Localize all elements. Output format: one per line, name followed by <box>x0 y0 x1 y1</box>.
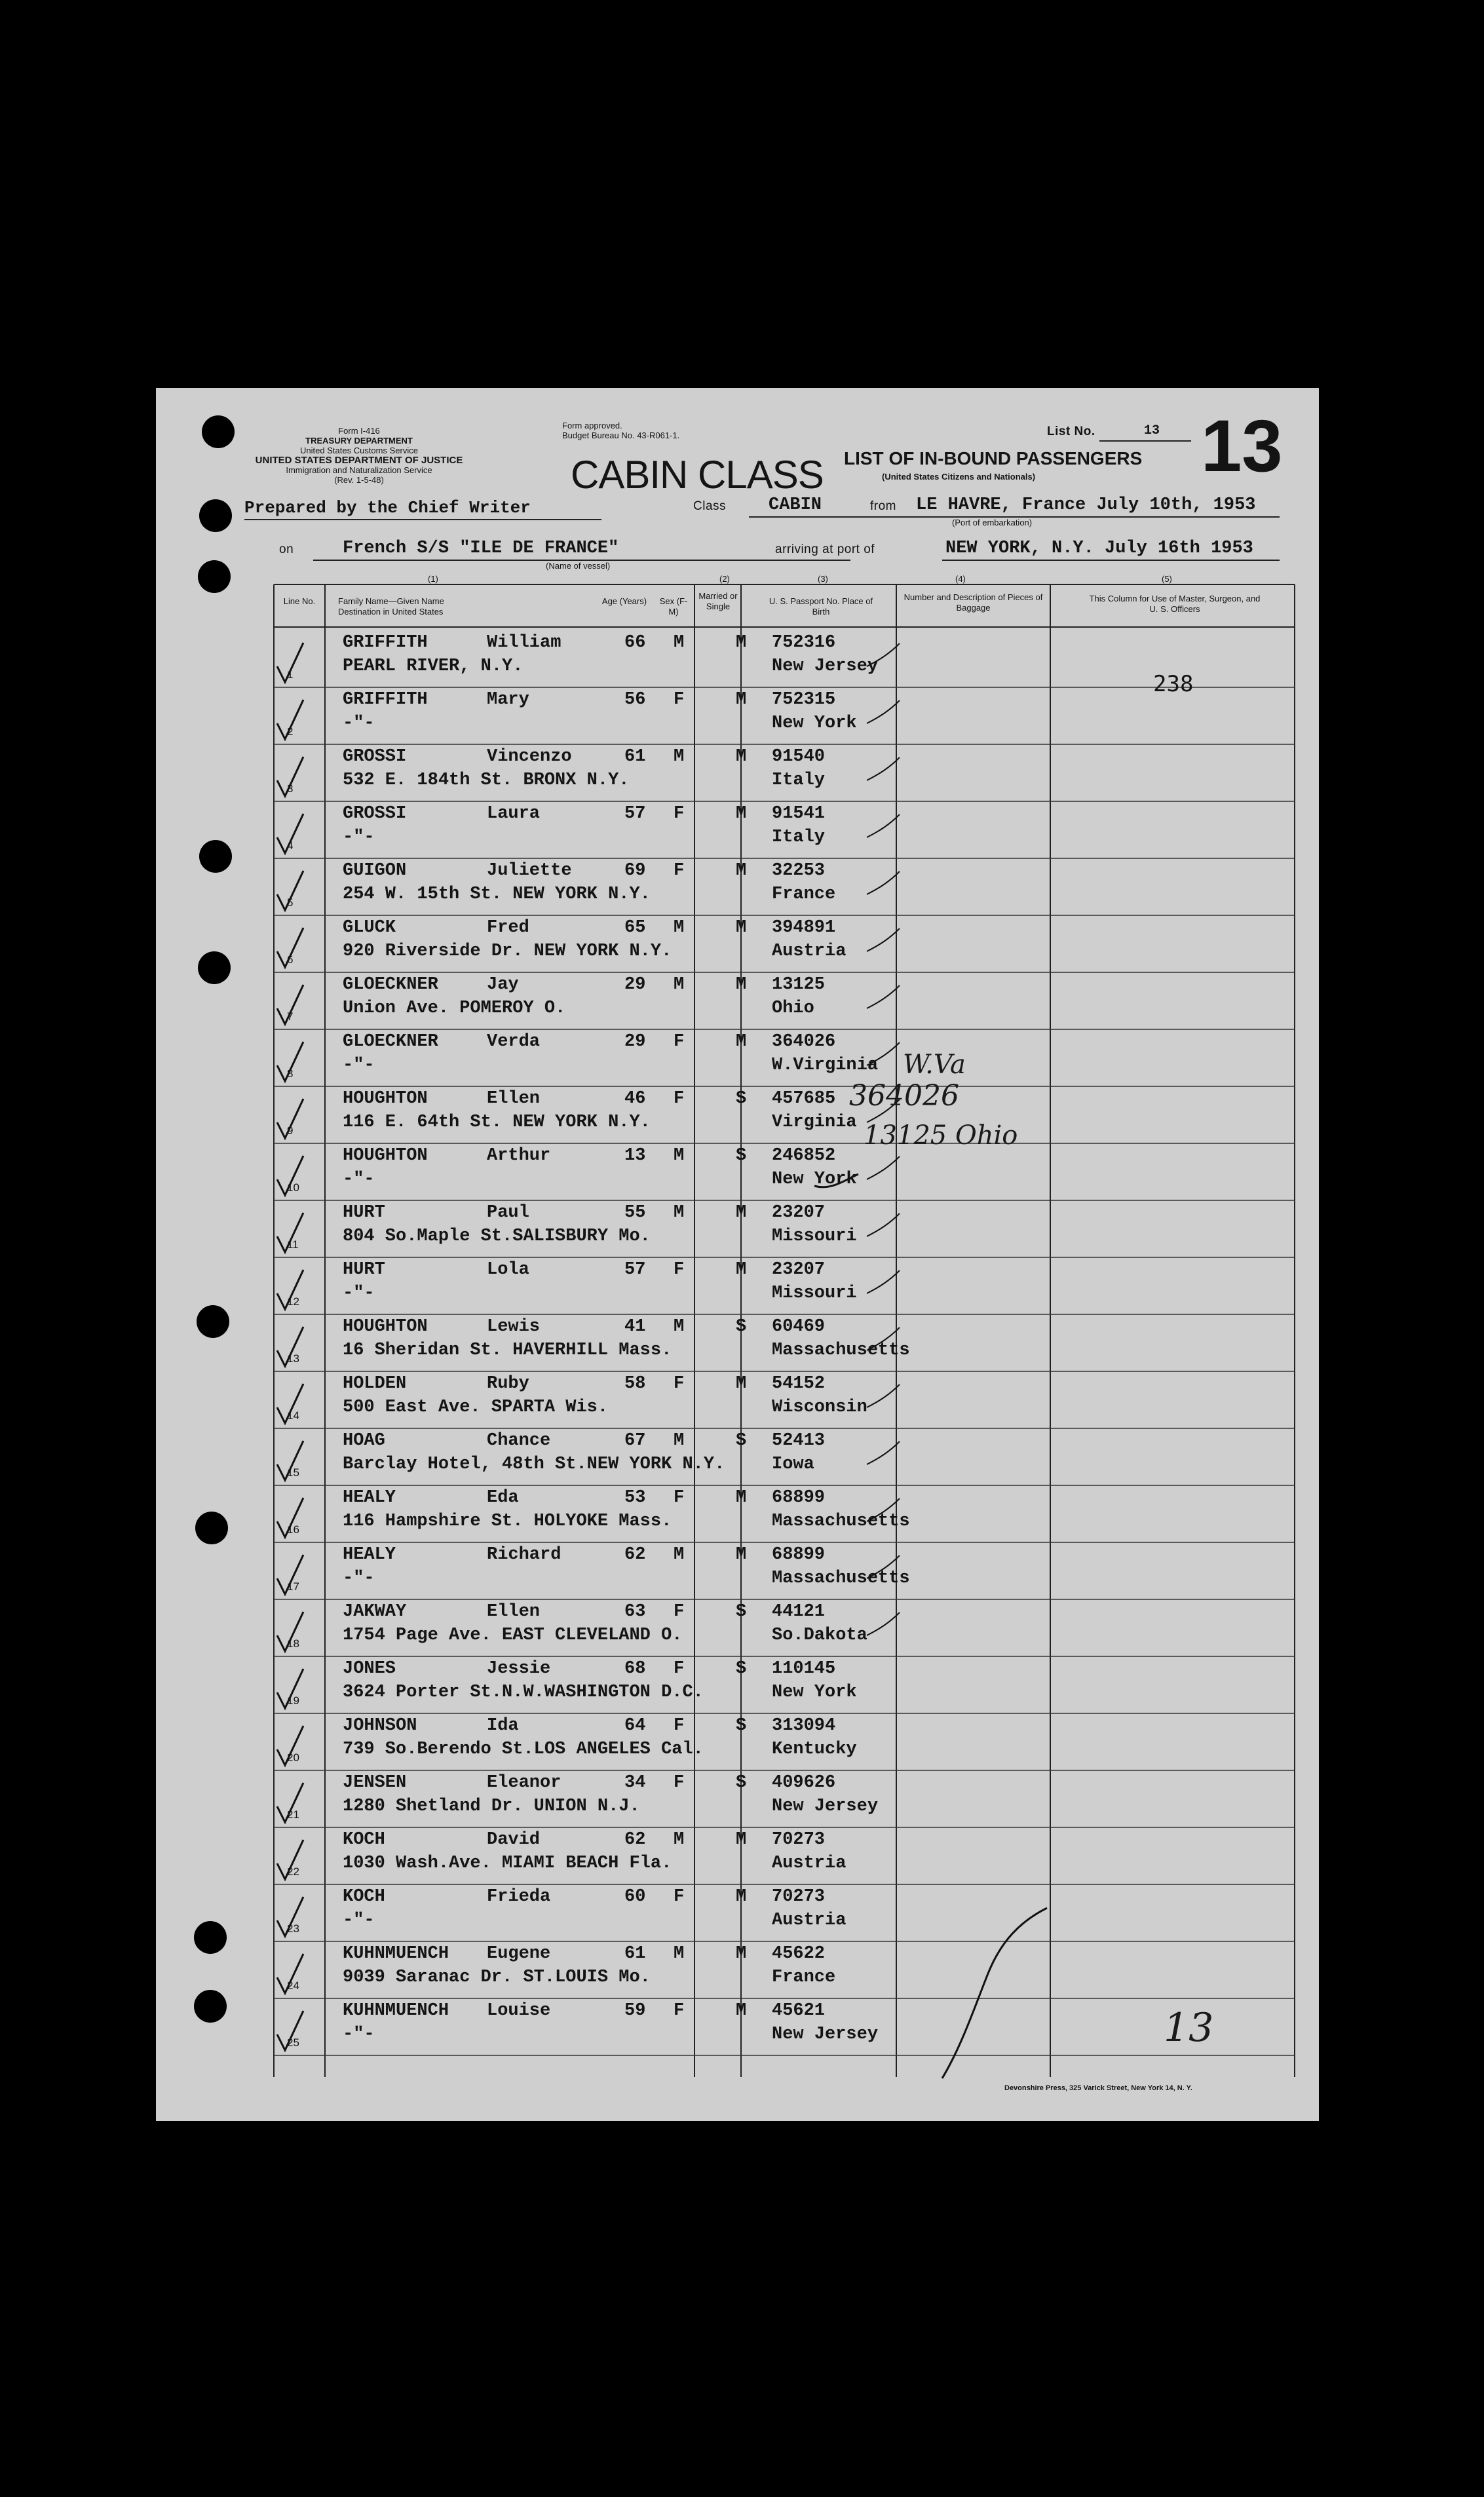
line-number: 14 <box>287 1409 299 1422</box>
given-name: Jessie <box>487 1659 551 1679</box>
col-number-4: (4) <box>955 574 966 584</box>
line-number: 6 <box>287 953 294 966</box>
place-of-birth: Massachusetts <box>772 1569 910 1588</box>
line-number: 18 <box>287 1637 299 1650</box>
place-of-birth: Kentucky <box>772 1740 857 1759</box>
table-row <box>156 1143 1319 1200</box>
sex: F <box>674 1887 685 1907</box>
marital-status: S <box>736 1602 747 1622</box>
col-number-3: (3) <box>818 574 828 584</box>
annotation-ohio: 13125 Ohio <box>864 1120 1018 1151</box>
family-name: HOUGHTON <box>343 1089 428 1109</box>
destination: -"- <box>343 1056 375 1075</box>
annotation-wva: W.Va <box>903 1050 966 1080</box>
passport-number: 70273 <box>772 1830 826 1850</box>
vessel-value: French S/S "ILE DE FRANCE" <box>343 539 619 558</box>
col-header-line: Line No. <box>283 596 316 606</box>
immigration-service: Immigration and Naturalization Service <box>286 465 432 475</box>
destination: Union Ave. POMEROY O. <box>343 999 566 1018</box>
given-name: Lewis <box>487 1317 541 1337</box>
passport-number: 52413 <box>772 1431 826 1451</box>
destination: Barclay Hotel, 48th St.NEW YORK N.Y. <box>343 1455 725 1474</box>
age: 59 <box>624 2001 646 2021</box>
marital-status: M <box>736 1944 747 1964</box>
marital-status: M <box>736 1887 747 1907</box>
table-row <box>156 1257 1319 1314</box>
sex: F <box>674 1716 685 1736</box>
family-name: JAKWAY <box>343 1602 407 1622</box>
sex: F <box>674 1089 685 1109</box>
col-number-5: (5) <box>1162 574 1172 584</box>
col-header-sex: Sex (F-M) <box>659 596 688 617</box>
table-row <box>156 858 1319 915</box>
marital-status: M <box>736 1488 747 1508</box>
given-name: Laura <box>487 804 541 824</box>
table-row <box>156 1884 1319 1941</box>
place-of-birth: Iowa <box>772 1455 814 1474</box>
given-name: Eugene <box>487 1944 551 1964</box>
form-revision: (Rev. 1-5-48) <box>334 475 384 485</box>
sex: F <box>674 1032 685 1052</box>
customs-service: United States Customs Service <box>300 446 418 455</box>
line-number: 4 <box>287 839 294 852</box>
marital-status: S <box>736 1146 747 1166</box>
table-row <box>156 1599 1319 1656</box>
sex: F <box>674 804 685 824</box>
line-number: 9 <box>287 1124 294 1137</box>
family-name: KUHNMUENCH <box>343 1944 449 1964</box>
age: 69 <box>624 861 646 881</box>
marital-status: M <box>736 747 747 767</box>
destination: 116 E. 64th St. NEW YORK N.Y. <box>343 1113 651 1132</box>
table-row <box>156 744 1319 801</box>
passport-number: 54152 <box>772 1374 826 1394</box>
passport-number: 13125 <box>772 975 826 995</box>
marital-status: M <box>736 1260 747 1280</box>
marital-status: M <box>736 975 747 995</box>
destination: 920 Riverside Dr. NEW YORK N.Y. <box>343 942 672 961</box>
destination: 500 East Ave. SPARTA Wis. <box>343 1398 609 1417</box>
place-of-birth: New York <box>772 1683 857 1702</box>
age: 68 <box>624 1659 646 1679</box>
marital-status: M <box>736 1374 747 1394</box>
family-name: GLOECKNER <box>343 975 438 995</box>
passport-number: 23207 <box>772 1260 826 1280</box>
family-name: HURT <box>343 1203 385 1223</box>
given-name: Ellen <box>487 1602 541 1622</box>
line-number: 17 <box>287 1580 299 1593</box>
given-name: Richard <box>487 1545 561 1565</box>
table-row <box>156 1314 1319 1371</box>
age: 65 <box>624 918 646 938</box>
marital-status: M <box>736 1032 747 1052</box>
given-name: Ida <box>487 1716 519 1736</box>
destination: 804 So.Maple St.SALISBURY Mo. <box>343 1227 651 1246</box>
place-of-birth: France <box>772 1968 836 1987</box>
line-number: 1 <box>287 668 294 681</box>
prepared-by: Prepared by the Chief Writer <box>244 498 531 518</box>
destination: -"- <box>343 1569 375 1588</box>
given-name: Arthur <box>487 1146 551 1166</box>
line-number: 8 <box>287 1067 294 1080</box>
table-row <box>156 1371 1319 1428</box>
family-name: HOLDEN <box>343 1374 407 1394</box>
age: 29 <box>624 1032 646 1052</box>
destination: 1754 Page Ave. EAST CLEVELAND O. <box>343 1626 683 1645</box>
sex: F <box>674 1488 685 1508</box>
place-of-birth: New York <box>772 714 857 733</box>
passport-number: 68899 <box>772 1488 826 1508</box>
family-name: HOAG <box>343 1431 385 1451</box>
sex: M <box>674 1317 685 1337</box>
table-row <box>156 1428 1319 1485</box>
age: 46 <box>624 1089 646 1109</box>
sex: F <box>674 2001 685 2021</box>
destination: 9039 Saranac Dr. ST.LOUIS Mo. <box>343 1968 651 1987</box>
table-row <box>156 1086 1319 1143</box>
marital-status: M <box>736 690 747 710</box>
family-name: GROSSI <box>343 747 407 767</box>
marital-status: M <box>736 861 747 881</box>
line-number: 21 <box>287 1808 299 1821</box>
sex: F <box>674 1773 685 1793</box>
destination: -"- <box>343 2025 375 2044</box>
age: 62 <box>624 1545 646 1565</box>
budget-line: Budget Bureau No. 43-R061-1. <box>562 430 680 440</box>
destination: 3624 Porter St.N.W.WASHINGTON D.C. <box>343 1683 704 1702</box>
line-number: 10 <box>287 1181 299 1194</box>
destination: 1280 Shetland Dr. UNION N.J. <box>343 1797 640 1816</box>
family-name: JOHNSON <box>343 1716 417 1736</box>
age: 66 <box>624 633 646 653</box>
passport-number: 45622 <box>772 1944 826 1964</box>
given-name: Louise <box>487 2001 551 2021</box>
passport-number: 752315 <box>772 690 836 710</box>
destination: 739 So.Berendo St.LOS ANGELES Cal. <box>343 1740 704 1759</box>
family-name: HOUGHTON <box>343 1317 428 1337</box>
table-row <box>156 972 1319 1029</box>
given-name: Chance <box>487 1431 551 1451</box>
class-label: Class <box>693 499 727 513</box>
place-of-birth: Missouri <box>772 1284 857 1303</box>
family-name: HEALY <box>343 1545 396 1565</box>
given-name: Eleanor <box>487 1773 561 1793</box>
table-row <box>156 1656 1319 1713</box>
destination: 1030 Wash.Ave. MIAMI BEACH Fla. <box>343 1854 672 1873</box>
passport-number: 44121 <box>772 1602 826 1622</box>
passport-number: 70273 <box>772 1887 826 1907</box>
family-name: KOCH <box>343 1830 385 1850</box>
marital-status: M <box>736 2001 747 2021</box>
place-of-birth: New York <box>772 1170 857 1189</box>
marital-status: S <box>736 1773 747 1793</box>
line-number: 20 <box>287 1751 299 1764</box>
age: 57 <box>624 804 646 824</box>
family-name: JENSEN <box>343 1773 407 1793</box>
age: 61 <box>624 1944 646 1964</box>
line-number: 25 <box>287 2036 299 2049</box>
age: 58 <box>624 1374 646 1394</box>
line-number: 15 <box>287 1466 299 1479</box>
family-name: KOCH <box>343 1887 385 1907</box>
place-of-birth: Ohio <box>772 999 814 1018</box>
line-number: 16 <box>287 1523 299 1536</box>
passport-number: 23207 <box>772 1203 826 1223</box>
age: 60 <box>624 1887 646 1907</box>
given-name: Mary <box>487 690 529 710</box>
col-header-name: Family Name—Given Name Destination in United States <box>338 596 444 617</box>
table-row <box>156 687 1319 744</box>
sex: F <box>674 1659 685 1679</box>
place-of-birth: Austria <box>772 1854 847 1873</box>
place-of-birth: Massachusetts <box>772 1512 910 1531</box>
table-row <box>156 630 1319 687</box>
given-name: Jay <box>487 975 519 995</box>
sex: M <box>674 1146 685 1166</box>
age: 67 <box>624 1431 646 1451</box>
line-number: 2 <box>287 725 294 738</box>
age: 56 <box>624 690 646 710</box>
passport-number: 68899 <box>772 1545 826 1565</box>
family-name: GRIFFITH <box>343 633 428 653</box>
given-name: Verda <box>487 1032 541 1052</box>
marital-status: S <box>736 1089 747 1109</box>
destination: -"- <box>343 828 375 847</box>
passport-number: 409626 <box>772 1773 836 1793</box>
list-title: LIST OF IN-BOUND PASSENGERS <box>844 448 1143 468</box>
age: 57 <box>624 1260 646 1280</box>
line-number: 19 <box>287 1694 299 1707</box>
given-name: Ruby <box>487 1374 529 1394</box>
place-of-birth: Missouri <box>772 1227 857 1246</box>
place-of-birth: Italy <box>772 828 826 847</box>
line-number: 22 <box>287 1865 299 1878</box>
table-row <box>156 1200 1319 1257</box>
given-name: Lola <box>487 1260 529 1280</box>
annotation-number: 364026 <box>849 1079 959 1113</box>
place-of-birth: France <box>772 885 836 904</box>
vessel-caption: (Name of vessel) <box>546 561 611 571</box>
family-name: HOUGHTON <box>343 1146 428 1166</box>
table-row <box>156 1542 1319 1599</box>
line-number: 12 <box>287 1295 299 1308</box>
arriving-label: arriving at port of <box>775 543 875 556</box>
col-header-age: Age (Years) <box>601 596 647 606</box>
line-number: 13 <box>287 1352 299 1365</box>
table-row <box>156 1485 1319 1542</box>
destination: -"- <box>343 1284 375 1303</box>
sex: F <box>674 1374 685 1394</box>
passport-number: 91540 <box>772 747 826 767</box>
age: 61 <box>624 747 646 767</box>
passport-number: 364026 <box>772 1032 836 1052</box>
sex: M <box>674 633 685 653</box>
printer-credit: Devonshire Press, 325 Varick Street, New York 14, N. Y. <box>1004 2084 1192 2092</box>
place-of-birth: Virginia <box>772 1113 857 1132</box>
passport-number: 45621 <box>772 2001 826 2021</box>
passport-number: 110145 <box>772 1659 836 1679</box>
age: 41 <box>624 1317 646 1337</box>
sex: F <box>674 690 685 710</box>
list-no-value: 13 <box>1144 423 1160 438</box>
cabin-class-stamp: CABIN CLASS <box>571 453 824 497</box>
marital-status: S <box>736 1659 747 1679</box>
given-name: David <box>487 1830 541 1850</box>
line-number: 5 <box>287 896 294 909</box>
age: 29 <box>624 975 646 995</box>
table-row <box>156 1713 1319 1770</box>
passport-number: 246852 <box>772 1146 836 1166</box>
marital-status: M <box>736 1830 747 1850</box>
document-page <box>156 388 1319 2121</box>
arriving-value: NEW YORK, N.Y. July 16th 1953 <box>945 539 1253 558</box>
given-name: Frieda <box>487 1887 551 1907</box>
place-of-birth: New Jersey <box>772 1797 879 1816</box>
line-number: 24 <box>287 1979 299 1992</box>
given-name: Ellen <box>487 1089 541 1109</box>
line-number: 11 <box>287 1238 299 1251</box>
officer-signature: ​ <box>915 1985 949 2027</box>
place-of-birth: New Jersey <box>772 2025 879 2044</box>
marital-status: S <box>736 1317 747 1337</box>
place-of-birth: W.Virginia <box>772 1056 879 1075</box>
age: 53 <box>624 1488 646 1508</box>
table-row <box>156 1770 1319 1827</box>
given-name: Fred <box>487 918 529 938</box>
place-of-birth: Austria <box>772 1911 847 1930</box>
marital-status: M <box>736 1545 747 1565</box>
col-number-2: (2) <box>719 574 730 584</box>
marital-status: M <box>736 1203 747 1223</box>
marital-status: S <box>736 1431 747 1451</box>
sex: M <box>674 747 685 767</box>
sex: M <box>674 1545 685 1565</box>
sex: F <box>674 1602 685 1622</box>
col-number-1: (1) <box>428 574 438 584</box>
marital-status: M <box>736 633 747 653</box>
list-no-label: List No. <box>1047 425 1095 438</box>
given-name: William <box>487 633 561 653</box>
line-number: 7 <box>287 1010 294 1023</box>
list-no-big: 13 <box>1201 405 1283 487</box>
passport-number: 457685 <box>772 1089 836 1109</box>
passport-number: 313094 <box>772 1716 836 1736</box>
family-name: GUIGON <box>343 861 407 881</box>
sex: M <box>674 975 685 995</box>
place-of-birth: Austria <box>772 942 847 961</box>
sex: M <box>674 918 685 938</box>
place-of-birth: Massachusetts <box>772 1341 910 1360</box>
port-caption: (Port of embarkation) <box>952 518 1033 527</box>
marital-status: M <box>736 918 747 938</box>
sex: M <box>674 1944 685 1964</box>
destination: -"- <box>343 1170 375 1189</box>
family-name: JONES <box>343 1659 396 1679</box>
annotation-bottom-13: 13 <box>1164 2005 1214 2051</box>
col-header-married: Married or Single <box>698 591 738 611</box>
family-name: HEALY <box>343 1488 396 1508</box>
from-label: from <box>870 499 896 513</box>
col-header-baggage: Number and Description of Pieces of Baggage <box>904 592 1043 613</box>
table-row <box>156 1827 1319 1884</box>
destination: -"- <box>343 714 375 733</box>
sex: F <box>674 1260 685 1280</box>
passport-number: 32253 <box>772 861 826 881</box>
passport-number: 752316 <box>772 633 836 653</box>
age: 34 <box>624 1773 646 1793</box>
passport-number: 60469 <box>772 1317 826 1337</box>
destination: PEARL RIVER, N.Y. <box>343 657 523 676</box>
marital-status: M <box>736 804 747 824</box>
place-of-birth: New Jersey <box>772 657 879 676</box>
age: 13 <box>624 1146 646 1166</box>
family-name: GLUCK <box>343 918 396 938</box>
class-value: CABIN <box>769 495 822 515</box>
family-name: KUHNMUENCH <box>343 2001 449 2021</box>
destination: 532 E. 184th St. BRONX N.Y. <box>343 771 630 790</box>
col-header-passport: U. S. Passport No. Place of Birth <box>769 596 873 617</box>
list-subtitle: (United States Citizens and Nationals) <box>882 472 1036 482</box>
given-name: Vincenzo <box>487 747 572 767</box>
age: 64 <box>624 1716 646 1736</box>
given-name: Eda <box>487 1488 519 1508</box>
form-number: Form I-416 <box>338 426 380 436</box>
destination: -"- <box>343 1911 375 1930</box>
destination: 254 W. 15th St. NEW YORK N.Y. <box>343 885 651 904</box>
place-of-birth: So.Dakota <box>772 1626 867 1645</box>
col-header-officers: This Column for Use of Master, Surgeon, and U. S. Officers <box>1089 594 1261 614</box>
marital-status: S <box>736 1716 747 1736</box>
table-row <box>156 1941 1319 1998</box>
line-number: 3 <box>287 782 294 795</box>
family-name: GRIFFITH <box>343 690 428 710</box>
dept-justice: UNITED STATES DEPARTMENT OF JUSTICE <box>255 455 463 466</box>
given-name: Paul <box>487 1203 529 1223</box>
age: 62 <box>624 1830 646 1850</box>
on-label: on <box>279 543 294 556</box>
sex: M <box>674 1830 685 1850</box>
sex: F <box>674 861 685 881</box>
line-number: 23 <box>287 1922 299 1935</box>
age: 55 <box>624 1203 646 1223</box>
table-row <box>156 1998 1319 2055</box>
place-of-birth: Italy <box>772 771 826 790</box>
table-row <box>156 801 1319 858</box>
destination: 16 Sheridan St. HAVERHILL Mass. <box>343 1341 672 1360</box>
sex: M <box>674 1431 685 1451</box>
officer-note: 238 <box>1153 671 1194 697</box>
table-row <box>156 1029 1319 1086</box>
place-of-birth: Wisconsin <box>772 1398 867 1417</box>
table-row <box>156 915 1319 972</box>
family-name: HURT <box>343 1260 385 1280</box>
sex: M <box>674 1203 685 1223</box>
from-value: LE HAVRE, France July 10th, 1953 <box>916 495 1256 515</box>
passport-number: 394891 <box>772 918 836 938</box>
approval-line: Form approved. <box>562 421 622 430</box>
given-name: Juliette <box>487 861 572 881</box>
family-name: GROSSI <box>343 804 407 824</box>
destination: 116 Hampshire St. HOLYOKE Mass. <box>343 1512 672 1531</box>
age: 63 <box>624 1602 646 1622</box>
family-name: GLOECKNER <box>343 1032 438 1052</box>
dept-treasury: TREASURY DEPARTMENT <box>305 436 413 446</box>
passport-number: 91541 <box>772 804 826 824</box>
